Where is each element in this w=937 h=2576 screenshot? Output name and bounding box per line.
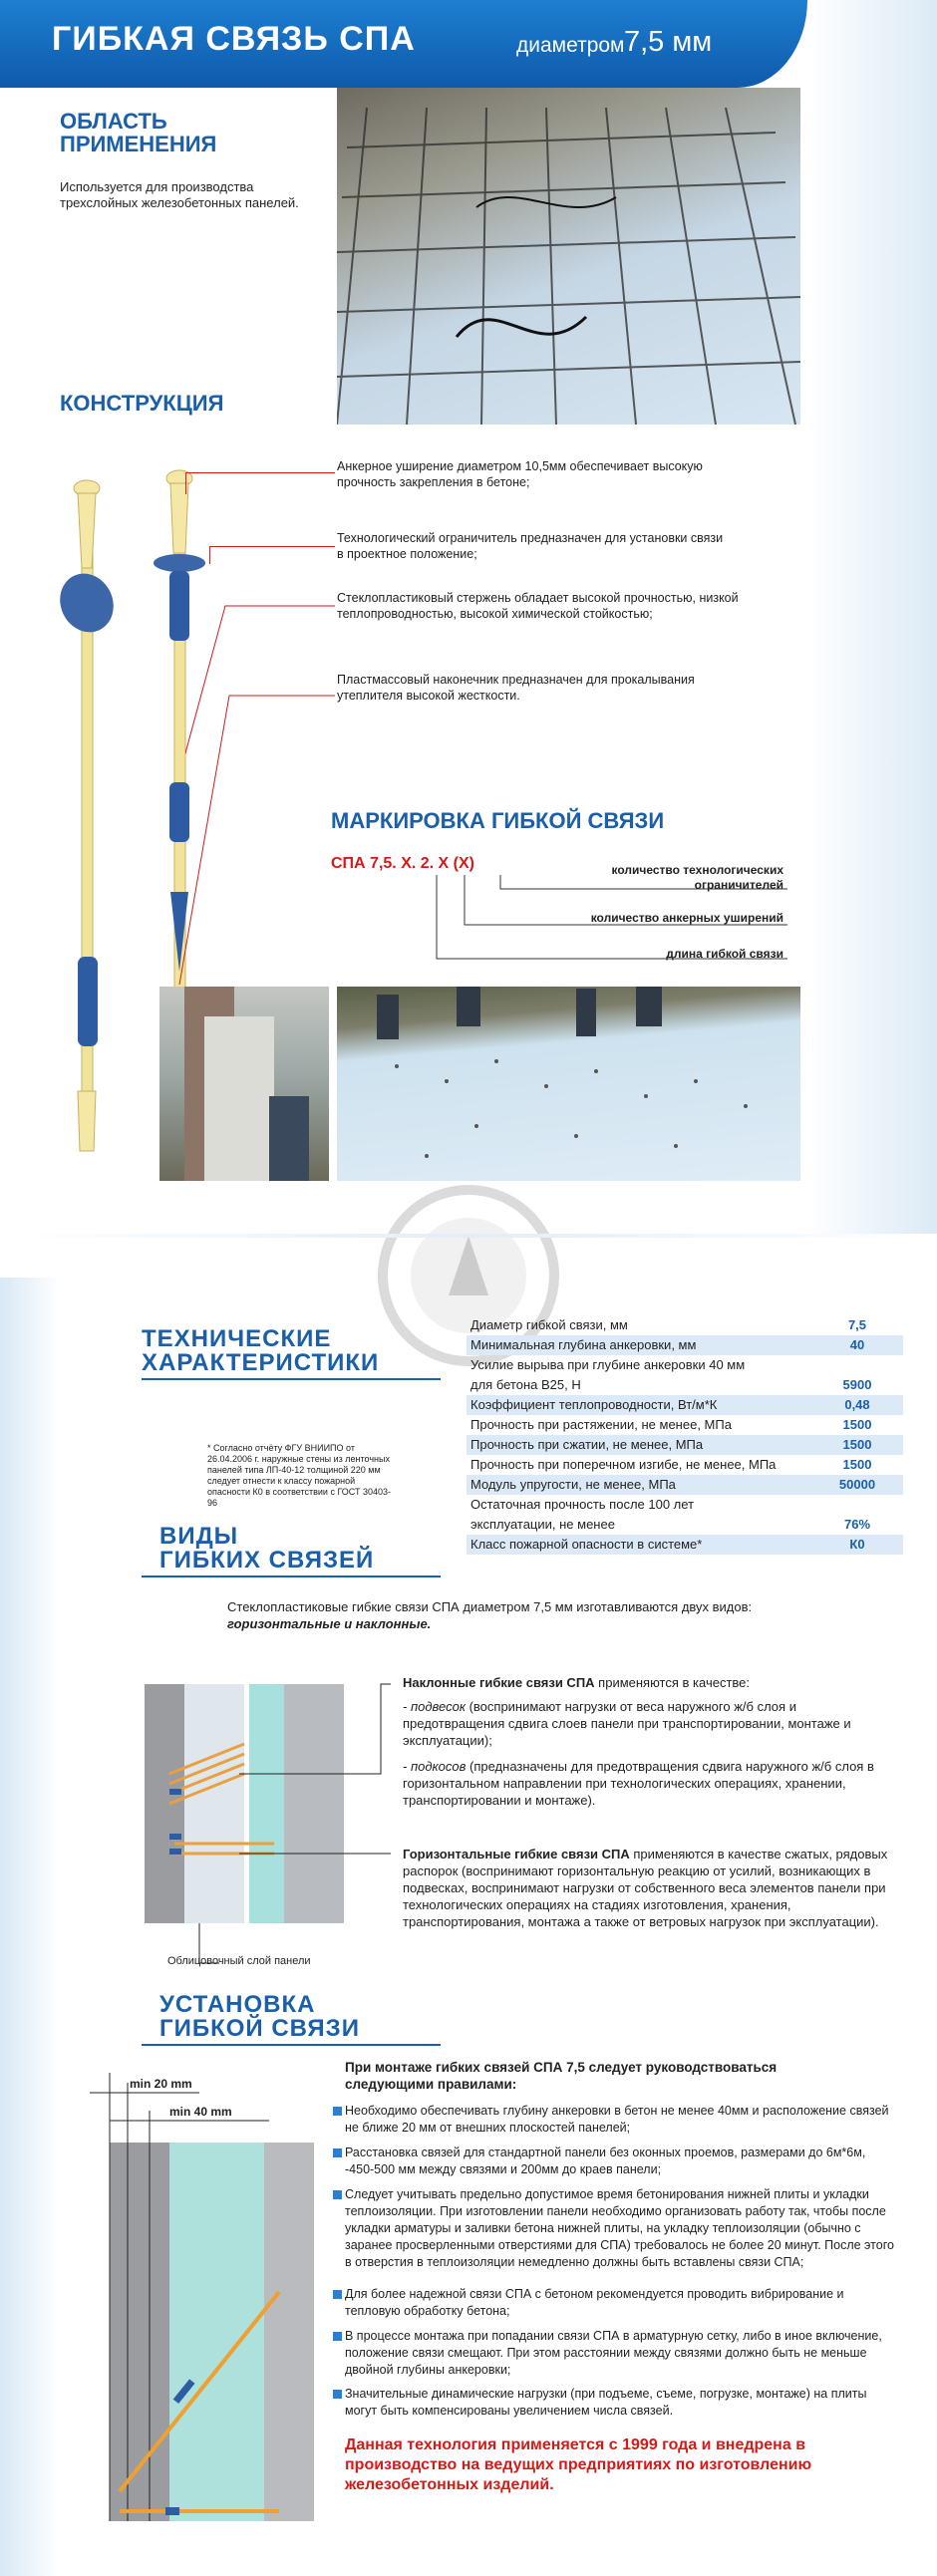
install-lead: При монтаже гибких связей СПА 7,5 следует руководствоваться следующими правилами: [345,2060,778,2092]
leader-line [209,546,335,547]
final-statement: Данная технология применяется с 1999 года и внедрена в производство на ведущих предприятиях по изготовлению железобетонных изделий. [345,2436,812,2493]
diameter-word: диаметром [516,34,625,57]
install-rule-5: В процессе монтажа при попадании связи СПА в арматурную сетку, либо в иное включение, положение связи смещают. При этом расстоянии между связями должно быть не меньше двойной глубины анкеровки; [345,2329,882,2377]
table-row: Модуль упругости, не менее, МПа 50000 [467,1475,903,1495]
construction-item-tip: Пластмассовый наконечник предназначен для прокалывания утеплителя высокой жесткости. [337,673,695,703]
tech-title-2: ХАРАКТЕРИСТИКИ [142,1349,380,1376]
types-leaders [159,1674,399,1993]
page-title: ГИБКАЯ СВЯЗЬ СПА [52,20,416,58]
install-title-1: УСТАНОВКА [159,1991,316,2018]
bullet-icon [333,2190,342,2199]
dimension-min40: min 40 mm [169,2105,232,2119]
construction-item-anchor: Анкерное уширение диаметром 10,5мм обеспечивает высокую прочность закрепления в бетоне; [337,459,703,489]
tech-title-1: ТЕХНИЧЕСКИЕ [142,1325,332,1352]
bullet-icon [333,2332,342,2341]
table-row: Класс пожарной опасности в системе* К0 [467,1535,903,1555]
leader-line [185,472,186,494]
tech-footnote: * Согласно отчёту ФГУ ВНИИПО от 26.04.2006 г. наружные стены из ленточных панелей типа ЛП-40-12 толщиной 220 мм следует отнести к классу пожарной опасности К0 в соответствии с ГОСТ 30403-96 [207,1443,392,1508]
inclined-ties-p2: - подкосов (предназначены для предотвращения сдвига наружного ж/б слоя в горизонтальном направлении при технологических операциях, хранении, транспортировании и монтаже). [403,1759,874,1808]
table-row: для бетона В25, Н 5900 [470,1377,872,1392]
workers-photo [337,987,800,1181]
panel-facing-label: Облицовочный слой панели [167,1955,311,1967]
types-underline [142,1575,441,1577]
section-divider [0,1234,937,1238]
installation-diagram [80,2073,319,2531]
table-row: Коэффициент теплопроводности, Вт/м*К 0,48 [467,1395,903,1415]
install-rule-6: Значительные динамические нагрузки (при подъеме, съеме, погрузке, монтаже) на плиты могут быть компенсированы увеличением числа связей. [345,2387,867,2418]
table-row: Прочность при растяжении, не менее, МПа 1500 [470,1417,872,1432]
inclined-ties-text: Наклонные гибкие связи СПА применяются в качестве: [403,1675,751,1690]
marking-code: СПА 7,5. Х. 2. Х (Х) [331,855,474,872]
tech-underline [142,1378,441,1380]
decor-stripe [807,0,937,1236]
table-row: Усилие вырыва при глубине анкеровки 40 мм [470,1357,746,1372]
install-rule-1: Необходимо обеспечивать глубину анкеровки в бетон не менее 40мм и расположение связей не ближе 20 мм от внешних плоскостей панелей; [345,2104,889,2135]
scope-text: Используется для производства трехслойных железобетонных панелей. [60,179,299,210]
decor-stripe-left [0,1278,60,2576]
install-rule-3: Следует учитывать предельно допустимое время бетонирования нижней плиты и укладки теплоизоляции. При изготовлении панели необходимо организовать работу так, чтобы после укладки арматуры и заливки бетона нижней плиты, на укладку теплоизоляции (обычно с заранее просверленными отверстиями для СПА) требовалось не более 20 минут. После этого в отверстия в теплоизоляции немедленно должны быть вставлены связи СПА; [345,2187,894,2269]
bullet-icon [333,2148,342,2157]
page-header [0,0,807,88]
construction-title: КОНСТРУКЦИЯ [60,391,224,416]
table-row: Минимальная глубина анкеровки, мм 40 [467,1335,903,1355]
table-row: Остаточная прочность после 100 лет [470,1497,695,1512]
table-row: Прочность при сжатии, не менее, МПа 1500 [467,1435,903,1455]
marking-label-anchors: количество анкерных уширений [590,911,783,925]
leader-lines-svg-2 [159,686,339,1004]
table-row: Диаметр гибкой связи, мм 7,5 [470,1317,867,1332]
bullet-icon [333,2107,342,2116]
install-title-2: ГИБКОЙ СВЯЗИ [159,2015,360,2042]
reinforcement-photo [337,88,800,425]
leader-line [185,472,335,473]
marking-title: МАРКИРОВКА ГИБКОЙ СВЯЗИ [331,808,665,833]
scope-title-2: ПРИМЕНЕНИЯ [60,132,217,156]
marking-leaders [419,875,787,965]
marking-label-length: длина гибкой связи [666,947,783,961]
tech-table [467,1315,903,1578]
inclined-ties-p1: - подвесок (воспринимают нагрузки от веса наружного ж/б слоя и предотвращения сдвига слоев панели при транспортировании, монтаже и эксплуатации); [403,1699,851,1748]
table-row: эксплуатации, не менее 76% [470,1517,871,1532]
leader-line [209,546,210,564]
types-title-2: ГИБКИХ СВЯЗЕЙ [159,1547,375,1574]
install-underline [142,2044,441,2046]
types-title-1: ВИДЫ [159,1523,239,1550]
scope-title-1: ОБЛАСТЬ [60,109,167,134]
bullet-icon [333,2390,342,2399]
diameter-value: 7,5 мм [624,26,713,58]
construction-item-limiter: Технологический ограничитель предназначен для установки связи в проектное положение; [337,531,724,561]
dimension-min20: min 20 mm [130,2077,192,2091]
horizontal-ties-text: Горизонтальные гибкие связи СПА применяются в качестве сжатых, рядовых распорок (воспринимают горизонтальную реакцию от усилий, возникающих в подвесках, воспринимают нагрузки от собственного веса элементов панели при технологических операциях на стадиях изготовления, хранения, транспортирования, монтажа а также от ветровых нагрузок при эксплуатации). [403,1847,888,1929]
panel-edge-photo [159,987,329,1181]
install-rule-4: Для более надежной связи СПА с бетоном рекомендуется проводить вибрирование и тепловую обработку бетона; [345,2287,844,2318]
table-row: Прочность при поперечном изгибе, не менее, МПа 1500 [470,1457,872,1472]
construction-item-rod: Стеклопластиковый стержень обладает высокой прочностью, низкой теплопроводностью, высокой химической стойкостью; [337,591,739,621]
bullet-icon [333,2290,342,2299]
install-rule-2: Расстановка связей для стандартной панели без оконных проемов, размерами до 6м*6м, -450-500 мм между связями и 200мм до краев панели; [345,2146,866,2176]
marking-label-limiters: количество технологических ограничителей [611,863,783,892]
types-intro: Стеклопластиковые гибкие связи СПА диаметром 7,5 мм изготавливаются двух видов: горизонтальные и наклонные. [227,1599,753,1631]
